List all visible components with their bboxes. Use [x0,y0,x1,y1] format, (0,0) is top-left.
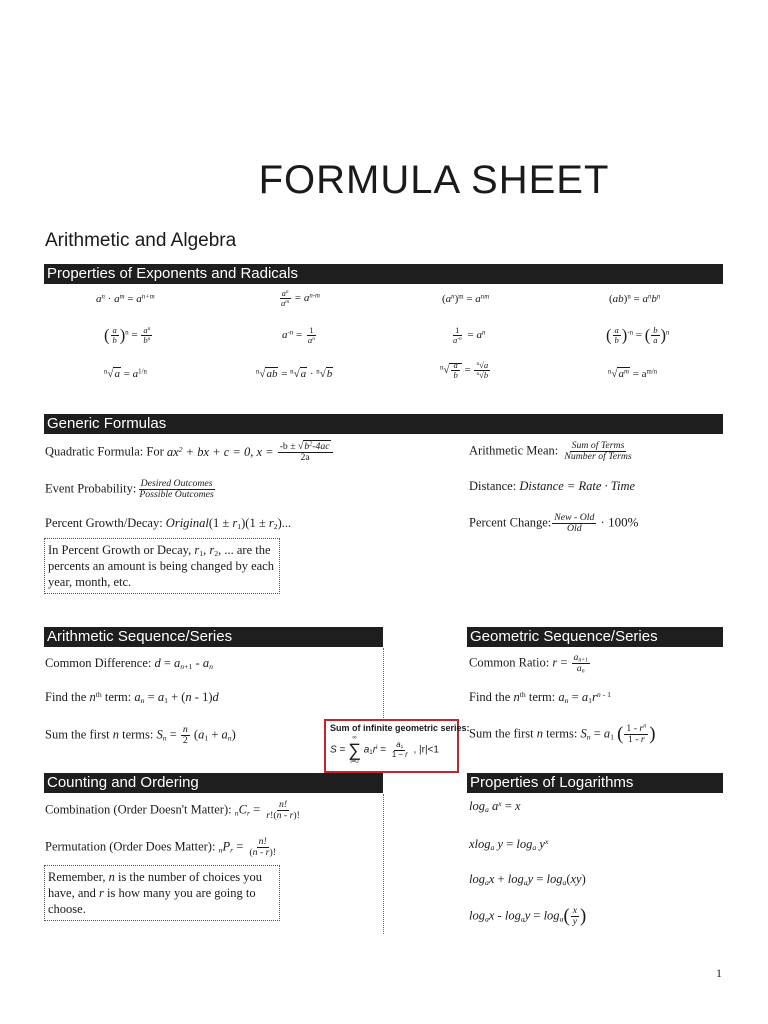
counting-header: Counting and Ordering [44,773,383,793]
change-denominator: Old [567,523,582,535]
arithmetic-mean [469,441,635,462]
exp-rule-negative: $a^{-n}$ = $\frac{1}{a^n}$ [282,325,315,345]
infinite-series-condition: , |r|<1 [413,744,439,756]
arith-sum: Sum the first n terms: $S_n$ = $\frac{n}{2}$ $(a_1 + a_n)$ [45,724,236,747]
ratio-label: Common Ratio: [469,655,550,670]
exp-rule-frac-negative: ( $\frac{a}{b}$ )$^{-n}$ = ( $\frac{b}{a}$ )$^n$ [606,325,670,345]
section-title: Arithmetic and Algebra [45,230,237,251]
radical-rule-quotient: $^n$√ $\frac{a}{b}$ = $\frac{^n√a}{^n√b}$ [440,360,489,380]
infinite-series-formula: S = ∞ ∑ i=0 $a_1r^i$ = $\frac{a_1}{1 - r}$ , |r|<1 [330,735,439,765]
arith-seq-header: Arithmetic Sequence/Series [44,627,383,647]
probability-denominator: Possible Outcomes [139,489,214,501]
log-rule-power: xlog$_a$ $y = \log_a y^x$ [469,836,549,852]
log-rule-inverse: $\log_a a^x = x$ [469,798,521,814]
logs-header: Properties of Logarithms [467,773,723,793]
combination-label: Combination (Order Doesn't Matter): [45,802,232,817]
exp-rule-reciprocal: $\frac{1}{a^{-n}}$ = $a^n$ [453,325,486,345]
permutation: Permutation (Order Does Matter): $_nP_r$ = $\frac{n!}{(n - r)!}$ [45,836,276,859]
change-label: Percent Change: [469,515,552,530]
exp-rule-power: $(a^n)^m = a^{nm}$ [442,293,490,305]
radical-rule-root: $^n√a = a^{1/n}$ [104,368,147,380]
generic-header: Generic Formulas [44,414,723,434]
exp-rule-product: $a^n \cdot a^m = a^{n+m}$ [96,293,155,305]
common-difference: Common Difference: $d = a_{n+1} - a_n$ [45,656,213,671]
page-title: FORMULA SHEET [258,158,610,202]
combination: Combination (Order Doesn't Matter): $_nC_r$ = $\frac{n!}{r!(n - r)!}$ [45,799,300,822]
distance-expression: Distance = Rate · Time [519,479,636,493]
exp-rule-quotient: $\frac{a^n}{a^m}$ = $a^{n-m}$ [281,288,320,308]
mean-label: Arithmetic Mean: [469,443,559,458]
quadratic-label: Quadratic Formula: For [45,444,164,459]
change-numerator: New - Old [554,512,595,523]
radical-rule-power: $^n√a^m = a^{m/n}$ [608,368,658,380]
event-probability [45,479,217,500]
radical-rule-product: $^n$√ab = $^n$√a · $^n$√b [256,368,333,380]
probability-numerator: Desired Outcomes [140,478,213,489]
difference-label: Common Difference: [45,656,152,670]
growth-note-box: In Percent Growth or Decay, $r_1$, $r_2$, ... are the percents an amount is being changed by each year, month, etc. [44,538,280,594]
distance-formula [469,478,635,494]
geo-nth-term: Find the $n^{th}$ term: $a_n = a_1r^{n - 1}$ [469,689,612,705]
log-rule-quotient: $\log_ax - \log_ay = \log_a$( $\frac{x}{y}$ ) [469,905,587,928]
mean-numerator: Sum of Terms [571,440,625,451]
arith-nth-term: Find the $n^{th}$ term: $a_n = a_1 + (n - 1)d$ [45,689,219,705]
exponents-header: Properties of Exponents and Radicals [44,264,723,284]
counting-divider [383,794,384,934]
counting-note-box: Remember, n is the number of choices you have, and r is how many you are going to choose. [44,865,280,921]
probability-label: Event Probability: [45,481,137,496]
change-tail: · 100% [600,514,639,530]
exp-rule-frac-power: ( $\frac{a}{b}$ )$^n$ = $\frac{a^n}{b^n}$ [104,325,151,345]
common-ratio: Common Ratio: r = $\frac{a_{n+1}}{a_n}$ [469,652,588,675]
geo-seq-header: Geometric Sequence/Series [467,627,723,647]
infinite-series-box [324,719,470,773]
permutation-label: Permutation (Order Does Matter): [45,839,216,854]
mean-denominator: Number of Terms [564,451,632,463]
quadratic-formula: Quadratic Formula: For $ax^2$ + bx + c = 0, x = $\frac{-b \pm √b^2-4ac}{2a}$ [45,442,334,463]
exp-rule-product-power: $(ab)^n = a^nb^n$ [609,293,661,305]
percent-change [469,513,638,534]
log-rule-product: $\log_ax + \log_ay = \log_a(xy)$ [469,872,586,887]
geo-sum: Sum the first n terms: $S_n = a_1$ ( $\frac{1 - r^n}{1 - r}$ ) [469,723,656,746]
percent-growth: Percent Growth/Decay: Original(1 ± $r_1)(1 \pm r_2)$... [45,516,292,531]
growth-label: Percent Growth/Decay: [45,516,163,530]
page-number: 1 [716,966,722,980]
infinite-series-title: Sum of infinite geometric series: [330,723,470,733]
distance-label: Distance: [469,479,517,493]
